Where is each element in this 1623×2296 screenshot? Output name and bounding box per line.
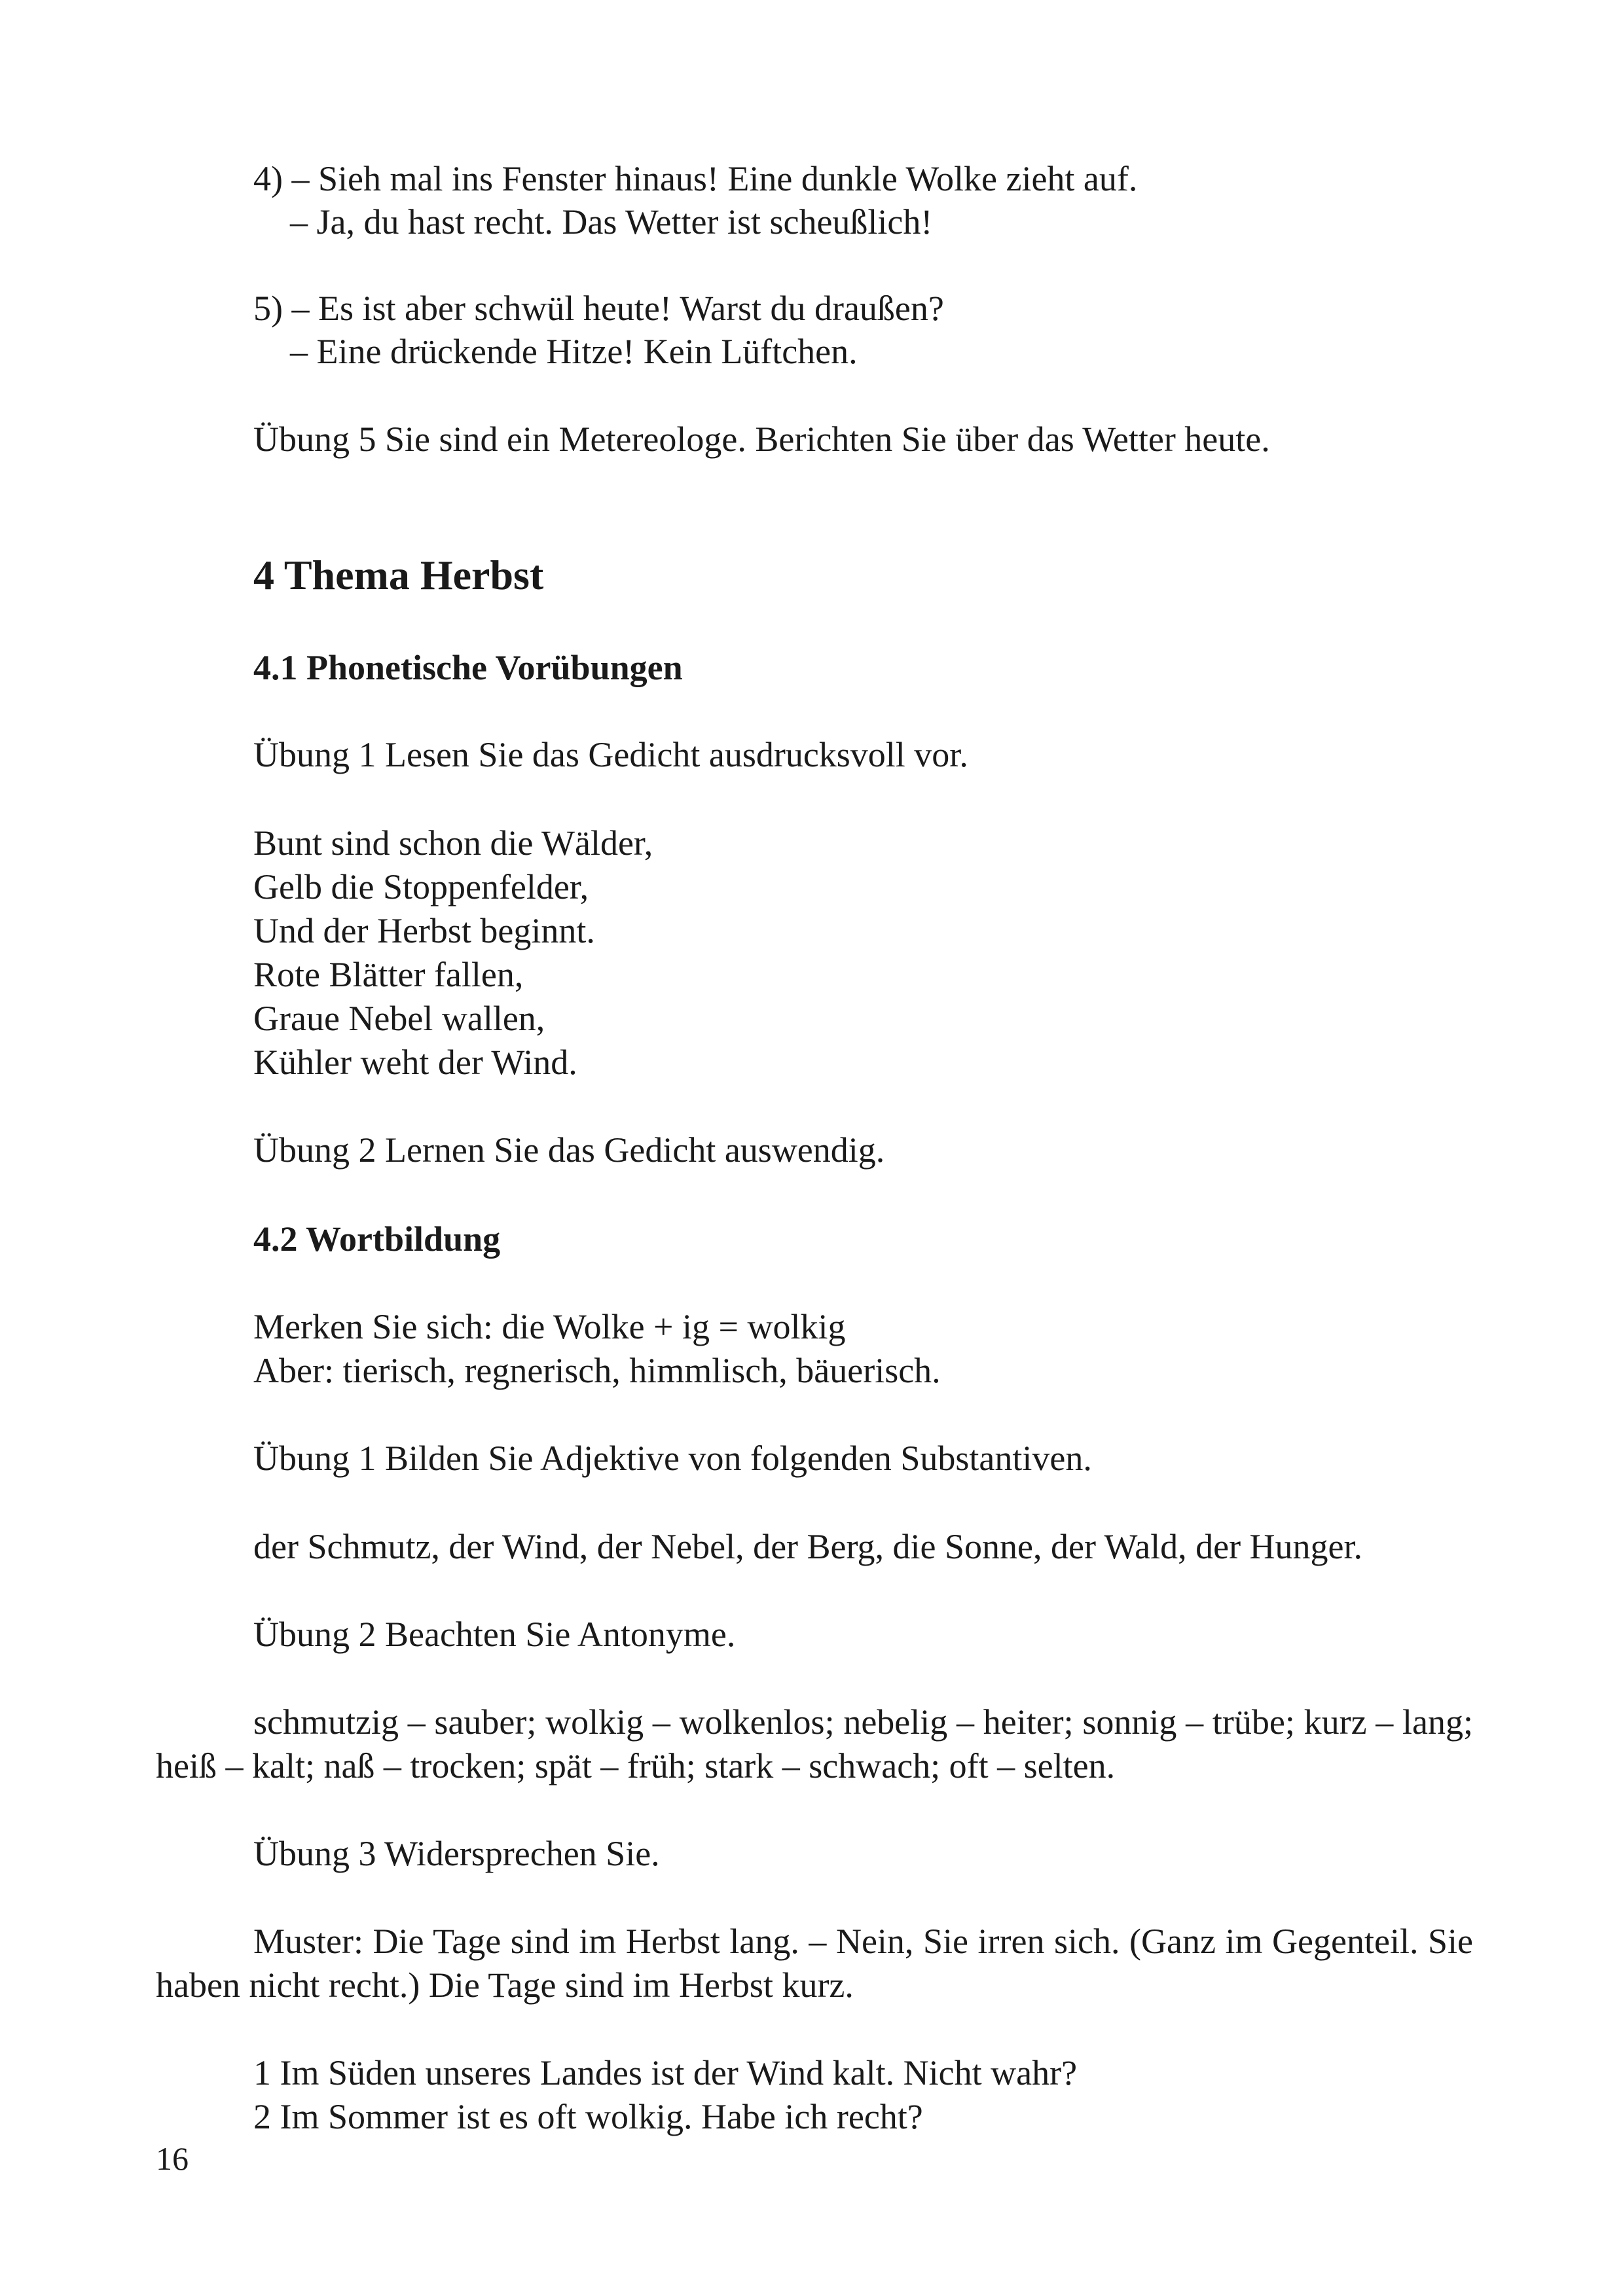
section-4-1-uebung-1: Übung 1 Lesen Sie das Gedicht ausdrucksvoll vor. xyxy=(253,735,968,774)
poem-line-2: Gelb die Stoppenfelder, xyxy=(253,867,589,906)
section-4-2-uebung-1: Übung 1 Bilden Sie Adjektive von folgenden Substantiven. xyxy=(253,1439,1092,1478)
poem-line-6: Kühler weht der Wind. xyxy=(253,1043,577,1082)
muster-text: Muster: Die Tage sind im Herbst lang. – Nein, Sie irren sich. (Ganz im Gegenteil. Sie haben nicht recht.) Die Tage sind im Herbst kurz. xyxy=(156,1922,1473,2005)
chapter-title: 4 Thema Herbst xyxy=(253,552,544,598)
section-4-2-uebung-2: Übung 2 Beachten Sie Antonyme. xyxy=(253,1615,736,1654)
antonym-text: schmutzig – sauber; wolkig – wolkenlos; nebelig – heiter; sonnig – trübe; kurz – lang; heiß – kalt; naß – trocken; spät – früh; stark – schwach; oft – selten. xyxy=(156,1702,1473,1785)
merken-line-2: Aber: tierisch, regnerisch, himmlisch, bäuerisch. xyxy=(253,1351,941,1390)
section-4-1-uebung-2: Übung 2 Lernen Sie das Gedicht auswendig. xyxy=(253,1130,885,1170)
merken-line-1: Merken Sie sich: die Wolke + ig = wolkig xyxy=(253,1307,846,1346)
dialog-4-line-2: – Ja, du hast recht. Das Wetter ist scheußlich! xyxy=(290,202,933,242)
dialog-5-line-2: – Eine drückende Hitze! Kein Lüftchen. xyxy=(290,332,858,371)
muster-paragraph xyxy=(156,1920,1473,2007)
poem-line-3: Und der Herbst beginnt. xyxy=(253,911,595,950)
poem-line-5: Graue Nebel wallen, xyxy=(253,999,545,1038)
poem-line-4: Rote Blätter fallen, xyxy=(253,955,524,994)
exercise-item-2: 2 Im Sommer ist es oft wolkig. Habe ich recht? xyxy=(253,2097,923,2136)
antonym-paragraph xyxy=(156,1700,1473,1788)
uebung-5-instruction: Übung 5 Sie sind ein Metereologe. Berichten Sie über das Wetter heute. xyxy=(253,420,1270,459)
dialog-5-line-1: 5) – Es ist aber schwül heute! Warst du draußen? xyxy=(253,289,944,328)
noun-list: der Schmutz, der Wind, der Nebel, der Berg, die Sonne, der Wald, der Hunger. xyxy=(253,1527,1363,1566)
section-4-2-title: 4.2 Wortbildung xyxy=(253,1219,501,1259)
section-4-2-uebung-3: Übung 3 Widersprechen Sie. xyxy=(253,1834,660,1873)
exercise-item-1: 1 Im Süden unseres Landes ist der Wind kalt. Nicht wahr? xyxy=(253,2053,1078,2092)
poem-line-1: Bunt sind schon die Wälder, xyxy=(253,823,653,863)
section-4-1-title: 4.1 Phonetische Vorübungen xyxy=(253,648,683,687)
dialog-4-line-1: 4) – Sieh mal ins Fenster hinaus! Eine dunkle Wolke zieht auf. xyxy=(253,159,1138,198)
page-number: 16 xyxy=(156,2140,189,2177)
